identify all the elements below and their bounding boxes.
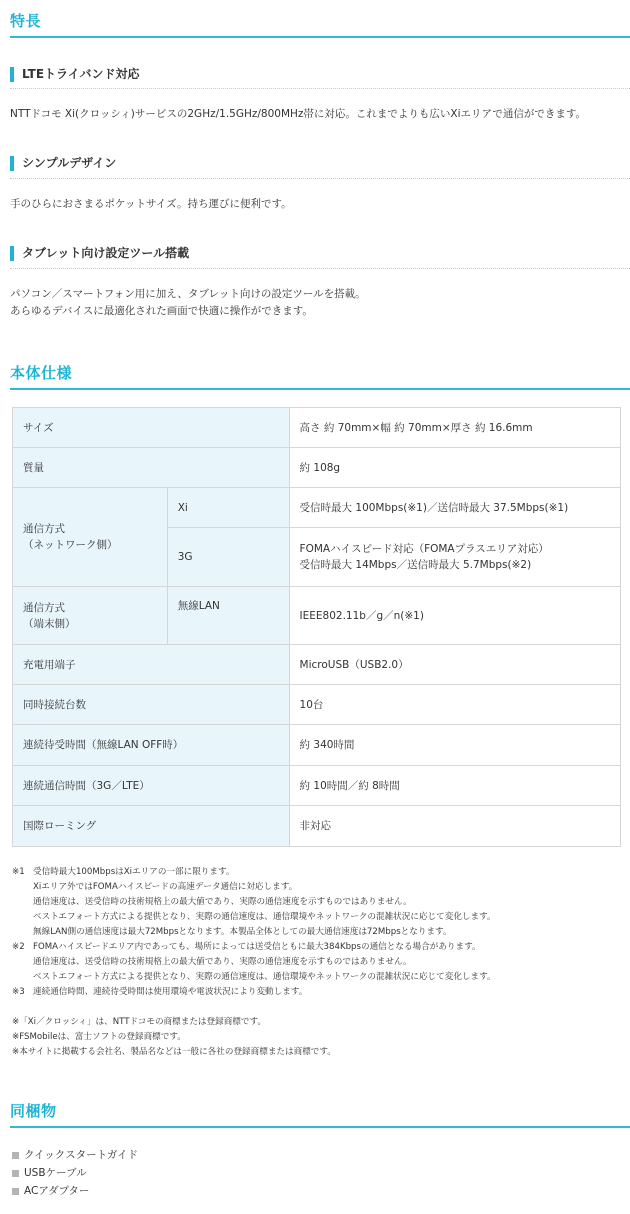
spec-label-line: 通信方式 — [23, 601, 65, 614]
footnote-text: FOMAハイスピードエリア内であっても、場所によっては送受信ともに最大384Kbpsの通信となる場合があります。 — [33, 942, 481, 952]
spec-label-line: （ネットワーク側） — [23, 539, 118, 551]
trademark-note: ※「Xi／クロッシィ」は、NTTドコモの商標または登録商標です。 — [12, 1017, 266, 1027]
spec-value: 非対応 — [289, 806, 620, 847]
footnote-text: 受信時最大100MbpsはXiエリアの一部に限ります。 — [33, 867, 235, 877]
divider — [10, 178, 630, 179]
spec-label-line: 通信方式 — [23, 523, 65, 535]
spec-row-connections — [13, 685, 621, 725]
bullet-square-icon — [12, 1170, 19, 1177]
spec-sublabel: Xi — [167, 488, 289, 528]
spec-row-network-xi — [13, 488, 621, 528]
footnote-mark: ※1 — [12, 867, 25, 877]
spec-label: 連続待受時間（無線LAN OFF時） — [13, 725, 290, 766]
specs-title: 本体仕様 — [10, 362, 630, 390]
footnote-mark: ※3 — [12, 987, 25, 997]
spec-label: サイズ — [13, 408, 290, 448]
bundle-item-label: USBケーブル — [24, 1167, 87, 1179]
spec-label: 質量 — [13, 448, 290, 488]
spec-row-charge — [13, 645, 621, 685]
spec-table — [12, 407, 621, 847]
spec-sublabel: 無線LAN — [167, 587, 289, 645]
features-title: 特長 — [10, 10, 630, 38]
footnote-text: 通信速度は、送受信時の技術規格上の最大値であり、実際の通信速度を示すものではありません。 — [33, 957, 412, 967]
feature-line: パソコン／スマートフォン用に加え、タブレット向けの設定ツールを搭載。 — [10, 288, 366, 300]
feature-heading-design: シンプルデザイン — [10, 156, 630, 171]
feature-heading-tablet: タブレット向け設定ツール搭載 — [10, 246, 630, 261]
footnote-mark: ※2 — [12, 942, 25, 952]
footnote-text: ベストエフォート方式による提供となり、実際の通信速度は、通信環境やネットワークの混雑状況に応じて変化します。 — [33, 972, 496, 982]
list-item — [12, 1164, 138, 1182]
bundle-item-label: ACアダプター — [24, 1185, 90, 1197]
bundle-list — [12, 1146, 138, 1200]
spec-value: 約 10時間／約 8時間 — [289, 766, 620, 806]
bundle-item-label: クイックスタートガイド — [24, 1149, 139, 1161]
spec-label-line: （端末側） — [23, 617, 76, 630]
bullet-square-icon — [12, 1188, 19, 1195]
spec-row-terminal — [13, 587, 621, 645]
spec-row-weight — [13, 448, 621, 488]
spec-value: 受信時最大 100Mbps(※1)／送信時最大 37.5Mbps(※1) — [289, 488, 620, 528]
spec-value: IEEE802.11b／g／n(※1) — [289, 587, 620, 645]
footnote-1 — [12, 865, 622, 880]
feature-line: あらゆるデバイスに最適化された画面で快適に操作ができます。 — [10, 305, 313, 317]
spec-label — [13, 587, 168, 645]
spec-row-roaming — [13, 806, 621, 847]
feature-line: 手のひらにおさまるポケットサイズ。持ち運びに便利です。 — [10, 198, 292, 210]
bullet-square-icon — [12, 1152, 19, 1159]
list-item — [12, 1146, 138, 1164]
footnote-text: ベストエフォート方式による提供となり、実際の通信速度は、通信環境やネットワークの混雑状況に応じて変化します。 — [33, 912, 496, 922]
feature-heading-lte: LTEトライバンド対応 — [10, 67, 630, 82]
spec-label: 同時接続台数 — [13, 685, 290, 725]
spec-label — [13, 488, 168, 587]
footnote-3 — [12, 985, 622, 1000]
footnote-text: Xiエリア外ではFOMAハイスピードの高速データ通信に対応します。 — [33, 882, 298, 892]
spec-row-standby — [13, 725, 621, 766]
spec-value: 高さ 約 70mm×幅 約 70mm×厚さ 約 16.6mm — [289, 408, 620, 448]
spec-value: 約 108g — [289, 448, 620, 488]
footnote-text: 無線LAN側の通信速度は最大72Mbpsとなります。本製品全体としての最大通信速度は72Mbpsとなります。 — [33, 927, 452, 937]
feature-text-lte — [10, 106, 625, 123]
spec-value: 約 340時間 — [289, 725, 620, 766]
feature-text-design — [10, 196, 625, 213]
footnote-text: 連続通信時間、連続待受時間は使用環境や電波状況により変動します。 — [33, 987, 308, 997]
spec-label: 充電用端子 — [13, 645, 290, 685]
list-item — [12, 1182, 138, 1200]
feature-text-tablet — [10, 286, 625, 320]
spec-value: MicroUSB（USB2.0） — [289, 645, 620, 685]
footnote-text: 通信速度は、送受信時の技術規格上の最大値であり、実際の通信速度を示すものではありません。 — [33, 897, 412, 907]
spec-value: 10台 — [289, 685, 620, 725]
bundle-title: 同梱物 — [10, 1100, 630, 1128]
trademark-note: ※本サイトに掲載する会社名、製品名などは一般に各社の登録商標または商標です。 — [12, 1047, 336, 1057]
spec-row-talk — [13, 766, 621, 806]
footnotes — [12, 865, 622, 1060]
feature-line: NTTドコモ Xi(クロッシィ)サービスの2GHz/1.5GHz/800MHz帯に対応。これまでよりも広いXiエリアで通信ができます。 — [10, 108, 587, 120]
spec-label: 国際ローミング — [13, 806, 290, 847]
spec-value-line: 受信時最大 14Mbps／送信時最大 5.7Mbps(※2) — [299, 559, 532, 571]
spec-value — [289, 528, 620, 587]
spec-row-size — [13, 408, 621, 448]
trademark-note: ※FSMobileは、富士ソフトの登録商標です。 — [12, 1032, 186, 1042]
divider — [10, 268, 630, 269]
divider — [10, 88, 630, 89]
spec-sublabel: 3G — [167, 528, 289, 587]
spec-label: 連続通信時間（3G／LTE） — [13, 766, 290, 806]
footnote-2 — [12, 940, 622, 955]
spec-value-line: FOMAハイスピード対応（FOMAプラスエリア対応） — [299, 543, 549, 555]
